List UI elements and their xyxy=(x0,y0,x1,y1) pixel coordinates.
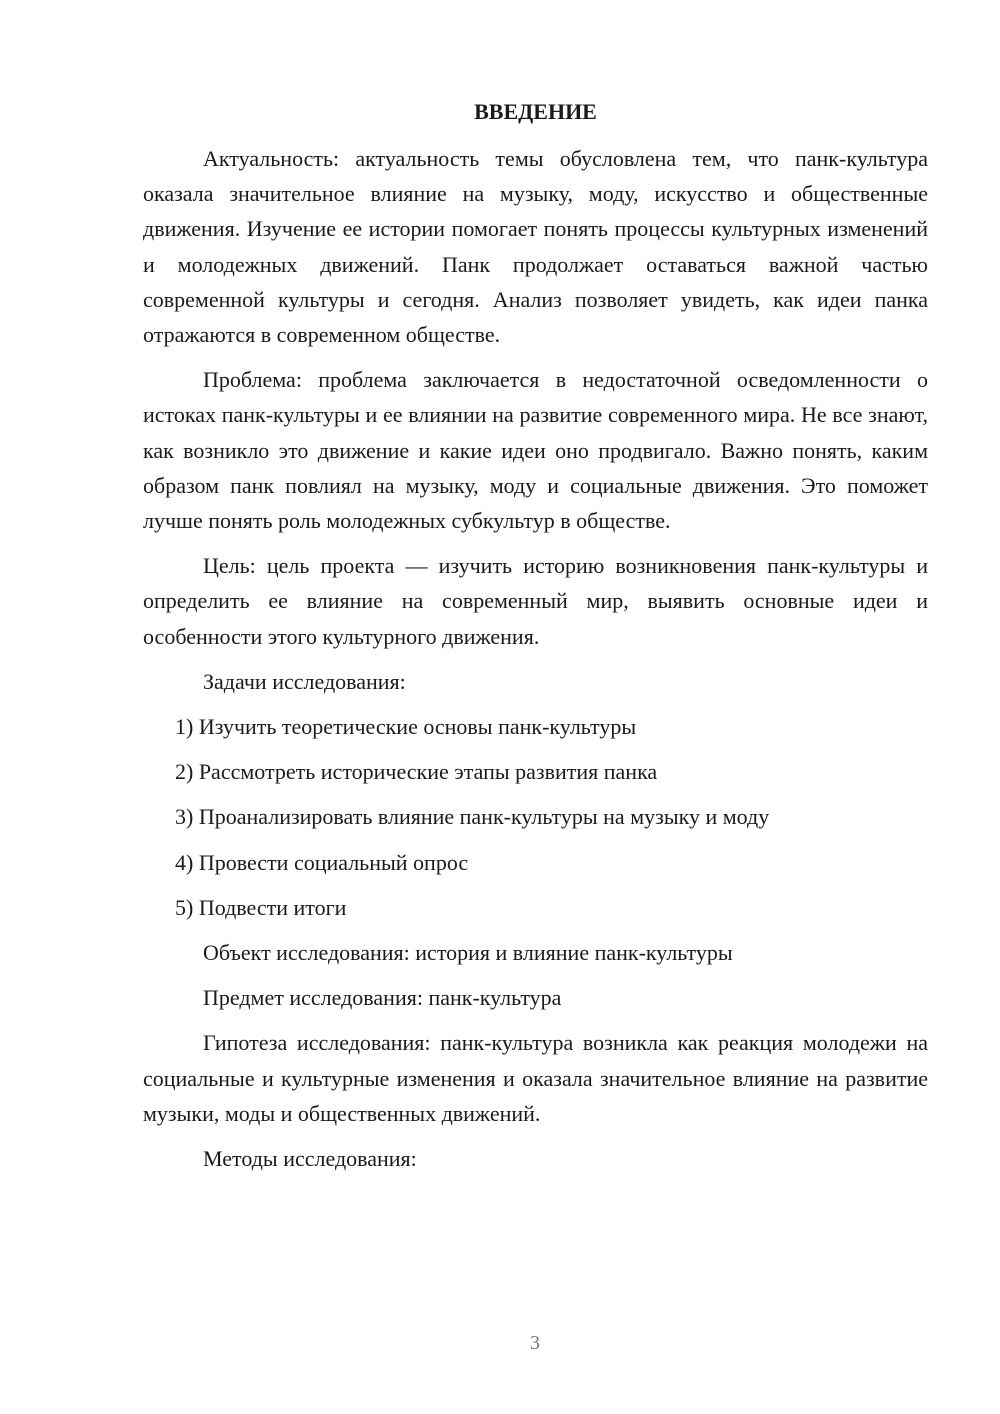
task-item: 5) Подвести итоги xyxy=(175,894,347,920)
page-number: 3 xyxy=(530,1332,540,1354)
task-item: 4) Провести социальный опрос xyxy=(175,849,469,875)
research-object: Объект исследования: история и влияние панк-культуры xyxy=(203,940,733,966)
task-item: 3) Проанализировать влияние панк-культуры на музыку и моду xyxy=(175,804,770,830)
research-subject: Предмет исследования: панк-культура xyxy=(203,985,562,1011)
paragraph-relevance: Актуальность: актуальность темы обусловлена тем, что панк-культура оказала значительное влияние на музыку, моду, искусство и общественные движения. Изучение ее истории помогает понять процессы культурных изменений и молодежных движений. Панк продолжает оставаться важной частью современной культуры и сегодня. Анализ позволяет увидеть, как идеи панка отражаются в современном обществе. xyxy=(143,146,928,348)
task-item: 2) Рассмотреть исторические этапы развития панка xyxy=(175,759,658,785)
methods-title: Методы исследования: xyxy=(203,1146,417,1172)
paragraph-goal: Цель: цель проекта — изучить историю возникновения панк-культуры и определить ее влияние на современный мир, выявить основные идеи и особенности этого культурного движения. xyxy=(143,553,928,649)
document-body xyxy=(143,94,928,1186)
tasks-title: Задачи исследования: xyxy=(203,668,406,694)
paragraph-hypothesis: Гипотеза исследования: панк-культура возникла как реакция молодежи на социальные и культурные изменения и оказала значительное влияние на развитие музыки, моды и общественных движений. xyxy=(143,1030,928,1126)
paragraph-problem: Проблема: проблема заключается в недостаточной осведомленности о истоках панк-культуры и ее влиянии на развитие современного мира. Не все знают, как возникло это движение и какие идеи оно продвигало. Важно понять, каким образом панк повлиял на музыку, моду и социальные движения. Это поможет лучше понять роль молодежных субкультур в обществе. xyxy=(143,367,928,534)
task-item: 1) Изучить теоретические основы панк-культуры xyxy=(175,714,637,740)
section-heading: ВВЕДЕНИЕ xyxy=(474,99,597,124)
